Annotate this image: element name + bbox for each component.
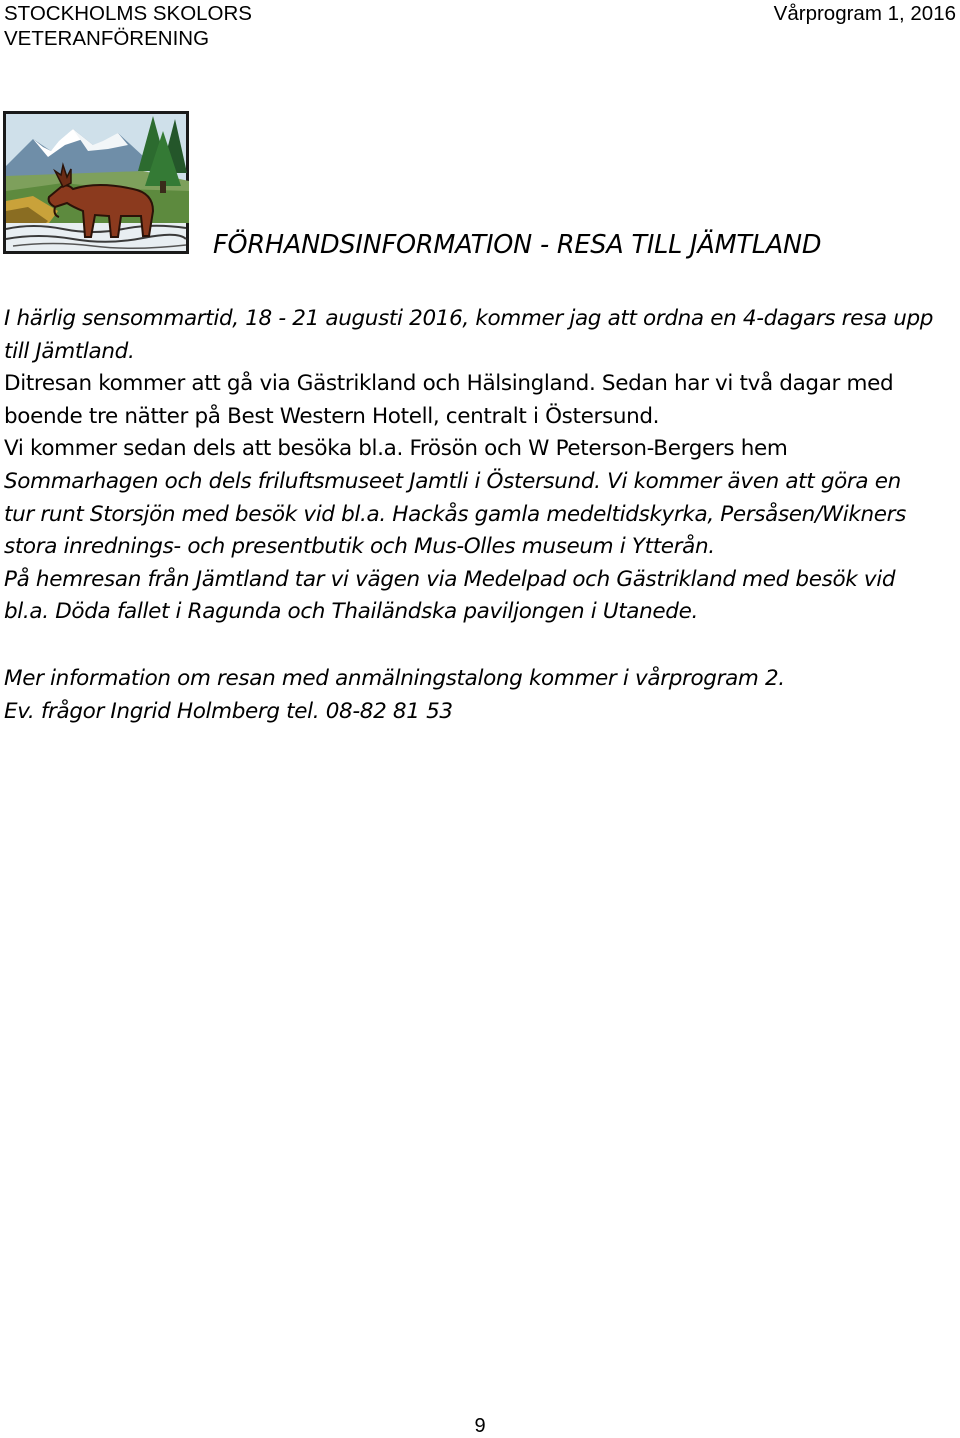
- program-label: Vårprogram 1, 2016: [773, 2, 956, 25]
- body-line: till Jämtland.: [4, 338, 135, 364]
- trip-description: [4, 303, 933, 629]
- info-line: Mer information om resan med anmälningstalong kommer i vårprogram 2.: [4, 666, 785, 691]
- info-line: Ev. frågor Ingrid Holmberg tel. 08-82 81 53: [4, 698, 453, 724]
- body-line: boende tre nätter på Best Western Hotell, centralt i Östersund.: [4, 403, 660, 429]
- body-line: tur runt Storsjön med besök vid bl.a. Hackås gamla medeltidskyrka, Persåsen/Wikners: [4, 501, 906, 527]
- body-line: På hemresan från Jämtland tar vi vägen via Medelpad och Gästrikland med besök vid: [4, 566, 896, 592]
- body-line: Ditresan kommer att gå via Gästrikland och Hälsingland. Sedan har vi två dagar med: [4, 371, 894, 397]
- body-line: Vi kommer sedan dels att besöka bl.a. Frösön och W Peterson-Bergers hem: [4, 436, 788, 462]
- moose-landscape-icon: [3, 111, 189, 254]
- page-number: 9: [474, 1415, 486, 1437]
- page-title: FÖRHANDSINFORMATION - RESA TILL JÄMTLAND: [213, 230, 822, 260]
- contact-info: [4, 663, 785, 728]
- body-line: I härlig sensommartid, 18 - 21 augusti 2016, kommer jag att ordna en 4-dagars resa upp: [4, 306, 934, 331]
- organization-name-line-2: VETERANFÖRENING: [4, 27, 210, 50]
- body-line: stora inrednings- och presentbutik och Mus-Olles museum i Ytterån.: [4, 534, 715, 560]
- organization-name: [4, 1, 252, 51]
- body-line: bl.a. Döda fallet i Ragunda och Thailändska paviljongen i Utanede.: [4, 599, 698, 625]
- organization-name-line-1: STOCKHOLMS SKOLORS: [4, 2, 252, 25]
- body-line: Sommarhagen och dels friluftsmuseet Jamtli i Östersund. Vi kommer även att göra en: [4, 468, 901, 494]
